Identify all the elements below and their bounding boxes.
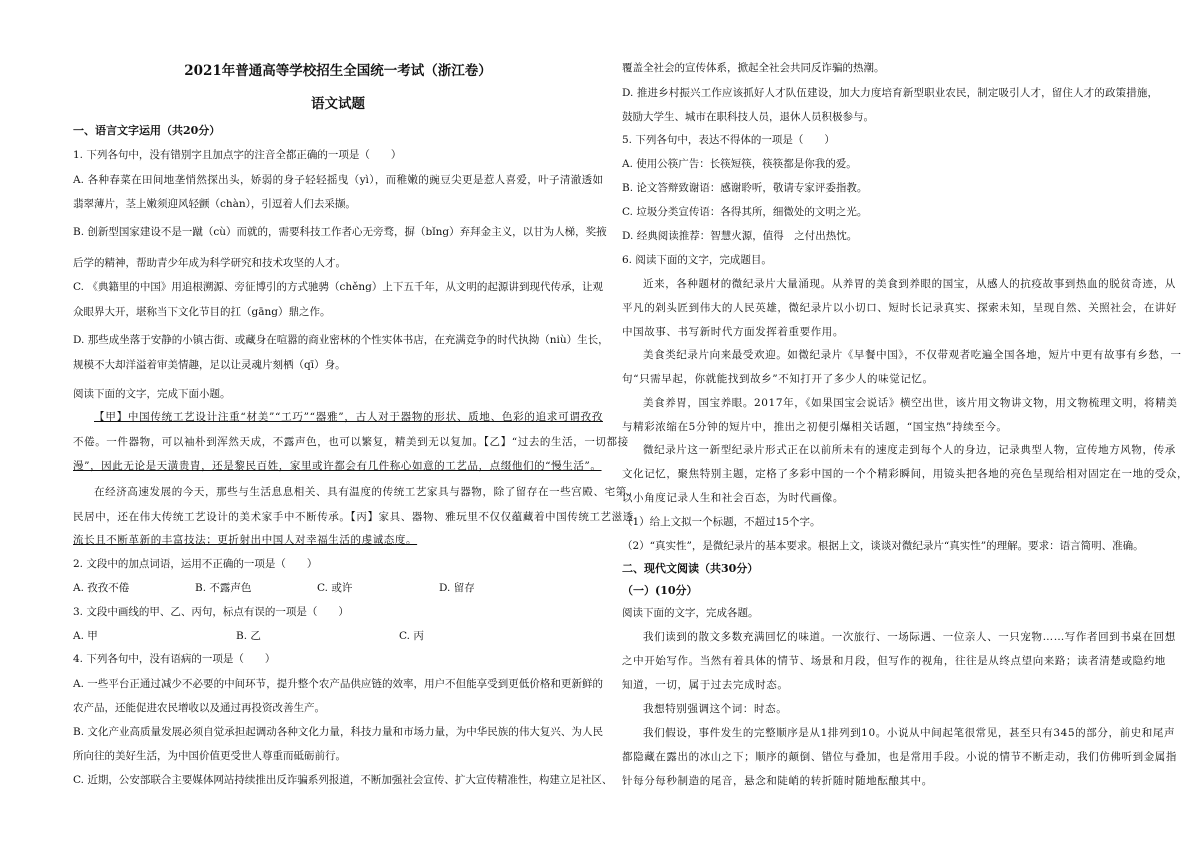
question-1-option-a-cont: 翡翠薄片，茎上嫩须迎风轻颤（chàn），引逗着人们去采撷。: [73, 198, 356, 210]
passage-line: 不倦。一件器物，可以袖朴到浑然天成，不露声色，也可以繁复，精美到无以复加。【乙】“过去的生活，一切都接: [73, 436, 629, 448]
question-5-option-b: B. 论文答辩致谢语：感谢聆听，敬请专家评委指教。: [622, 182, 868, 194]
passage-line: 与精彩浓缩在5分钟的短片中，推出之初便引爆相关话题，“国宝热”持续至今。: [622, 421, 1008, 433]
passage-line: 在经济高速发展的今天，那些与生活息息相关、具有温度的传统工艺家具与器物，除了留存在一些宫殿、宅第、: [94, 486, 638, 498]
question-6-part-1: （1）给上文拟一个标题，不超过15个字。: [622, 516, 821, 528]
question-1-option-a: A. 各种春菜在田间地垄悄然探出头，娇弱的身子轻轻摇曳（yì），而稚嫩的豌豆尖更是惹人喜爱，叶子清澈透如: [73, 174, 603, 186]
question-3: 3. 文段中画线的甲、乙、丙句，标点有误的一项是（ ）: [73, 606, 349, 618]
question-1-option-c: C. 《典籍里的中国》用追根溯源、旁征博引的方式驰骋（chěng）上下五千年，从文明的起源讲到现代传承，让观: [73, 281, 603, 293]
passage-line: 中国故事、书写新时代方面发挥着重要作用。: [622, 326, 844, 338]
question-5-option-d: D. 经典阅读推荐：智慧火源，值得 之付出热忱。: [622, 230, 858, 242]
passage-line: 【甲】中国传统工艺设计注重“材美”“工巧”“器雅”，古人对于器物的形状、质地、色彩的追求可谓孜孜: [94, 411, 603, 423]
option: D. 留存: [439, 582, 475, 594]
question-4-option-c: C. 近期，公安部联合主要媒体网站持续推出反诈骗系列报道，不断加强社会宣传、扩大宣传精准性，构建立足社区、: [73, 774, 613, 786]
question-1-option-d: D. 那些成坐落于安静的小镇古街、或藏身在喧嚣的商业密林的个性实体书店，在充满竞争的时代执拗（niù）生长，: [73, 334, 609, 346]
passage-line: 知道，一切，属于过去完成时态。: [622, 679, 789, 691]
question-1-option-c-cont: 众眼界大开，堪称当下文化节目的扛（gāng）鼎之作。: [73, 306, 331, 318]
passage-line: 流长且不断革新的丰富技法；更折射出中国人对幸福生活的虔诚态度。: [73, 534, 418, 546]
passage-line: 民居中，还在伟大传统工艺设计的美术家手中不断传承。【丙】家具、器物、雅玩里不仅仅蕴藏着中国传统工艺滋透: [73, 511, 634, 523]
option: C. 或许: [317, 582, 353, 594]
reading-intro: 阅读下面的文字，完成下面小题。: [73, 388, 231, 400]
question-6-part-2: （2）“真实性”，是微纪录片的基本要求。根据上文，谈谈对微纪录片“真实性”的理解。要求：语言简明、准确。: [622, 540, 1144, 552]
question-6: 6. 阅读下面的文字，完成题目。: [622, 254, 772, 266]
question-1-option-d-cont: 规模不大却洋溢着审美情趣，足以让灵魂片刻栖（qī）身。: [73, 359, 346, 371]
passage-line: 美食类纪录片向来最受欢迎。如微纪录片《早餐中国》，不仅带观者吃遍全国各地，短片中更有故事有乡愁，一: [643, 349, 1182, 361]
option: A. 甲: [73, 630, 98, 642]
option: B. 不露声色: [195, 582, 252, 594]
option: B. 乙: [236, 630, 261, 642]
question-4-option-b-cont: 所向往的美好生活，为中国价值更受世人尊重而砥砺前行。: [73, 750, 346, 762]
question-4-option-d-cont: 鼓励大学生、城市在职科技人员，退休人员积极参与。: [622, 111, 874, 123]
question-5-option-c: C. 垃圾分类宣传语：各得其所，细微处的文明之光。: [622, 206, 868, 218]
passage-line: 微纪录片这一新型纪录片形式正在以前所未有的速度走到每个人的身边，记录典型人物，宣传地方风物，传承: [643, 444, 1176, 456]
question-4: 4. 下列各句中，没有语病的一项是（ ）: [73, 653, 276, 665]
option: C. 丙: [399, 630, 424, 642]
passage-line: 之中开始写作。当然有着具体的情节、场景和月段，但写作的视角，往往是从终点望向来路；读者清楚或隐约地: [622, 655, 1166, 667]
option: A. 孜孜不倦: [73, 582, 130, 594]
passage-line: 我们假设，事件发生的完整顺序是从1排列到10。小说从中间起笔很常见，甚至只有345的部分，前史和尾声: [643, 727, 1176, 739]
passage-line: 我想特别强调这个词：时态。: [643, 703, 788, 715]
passage-line: 美食养胃，国宝养眼。2017年，《如果国宝会说话》横空出世，该片用文物讲文物，用文物梳理文明，将精美: [643, 397, 1178, 409]
passage-line: 针每分每秒制造的尾音，悬念和陡峭的转折随时随地酝酿其中。: [622, 775, 933, 787]
passage-line: 以小角度记录人生和社会百态，为时代画像。: [622, 492, 844, 504]
reading-intro: 阅读下面的文字，完成各题。: [622, 607, 759, 619]
section-heading: 二、现代文阅读（共30分）: [622, 562, 759, 575]
question-1-option-b-cont: 后学的精神，帮助青少年成为科学研究和技术攻坚的人才。: [73, 257, 346, 269]
subsection-heading: （一）(10分）: [622, 584, 698, 597]
section-heading: 一、语言文字运用（共20分）: [73, 124, 221, 137]
passage-line: 近来，各种题材的微纪录片大量涌现。从养胃的美食到养眼的国宝，从感人的抗疫故事到热血的脱贫奇迹，从: [643, 278, 1176, 290]
question-4-option-d: D. 推进乡村振兴工作应该抓好人才队伍建设，加大力度培育新型职业农民，制定吸引人才，留住人才的政策措施，: [622, 87, 1158, 99]
question-2-options: [73, 581, 603, 595]
exam-title: 2021年普通高等学校招生全国统一考试（浙江卷）: [184, 63, 492, 79]
question-4-option-c-cont: 覆盖全社会的宣传体系，掀起全社会共同反诈骗的热潮。: [622, 62, 885, 74]
question-4-option-a-cont: 农产品，还能促进农民增收以及通过再投资改善生产。: [73, 702, 325, 714]
question-1: 1. 下列各句中，没有错别字且加点字的注音全都正确的一项是（ ）: [73, 149, 402, 161]
question-3-options: [73, 629, 603, 643]
passage-line: 平凡的剁头匠到伟大的人民英雄，微纪录片以小切口、短时长记录真实、探索未知，呈现自然、关照社会，在讲好: [622, 302, 1177, 314]
question-4-option-b: B. 文化产业高质量发展必须自觉承担起调动各种文化力量，科技力量和市场力量，为中华民族的伟大复兴、为人民: [73, 726, 603, 738]
passage-line: 都隐藏在露出的冰山之下；顺序的颠倒、错位与叠加，也是常用手段。小说的情节不断走动，我们仿佛听到金属指: [622, 751, 1177, 763]
question-5-option-a: A. 使用公筷广告：长筷短筷，筷筷都是你我的爱。: [622, 158, 857, 170]
question-2: 2. 文段中的加点词语，运用不正确的一项是（ ）: [73, 558, 318, 570]
question-4-option-a: A. 一些平台正通过减少不必要的中间环节，提升整个农产品供应链的效率，用户不但能享受到更低价格和更新鲜的: [73, 678, 603, 690]
passage-line: 句“只需早起，你就能找到故乡”不知打开了多少人的味觉记忆。: [622, 373, 934, 385]
exam-subtitle: 语文试题: [311, 96, 365, 112]
passage-line: 漫”，因此无论是天潢贵胄，还是黎民百姓，家里或许都会有几件称心如意的工艺品，点缀他们的“慢生活”。: [73, 460, 602, 472]
question-1-option-b: B. 创新型国家建设不是一蹴（cù）而就的，需要科技工作者心无旁骛，摒（bǐng）弃拜金主义，以甘为人梯，奖掖: [73, 226, 607, 238]
question-5: 5. 下列各句中，表达不得体的一项是（ ）: [622, 134, 835, 146]
passage-line: 文化记忆，聚焦特别主题，定格了多彩中国的一个个精彩瞬间，用镜头把各地的亮色呈现给相对固定在一地的受众，: [622, 468, 1189, 480]
passage-line: 我们读到的散文多数充满回忆的味道。一次旅行、一场际遇、一位亲人、一只宠物……写作者回到书桌在回想: [643, 631, 1176, 643]
